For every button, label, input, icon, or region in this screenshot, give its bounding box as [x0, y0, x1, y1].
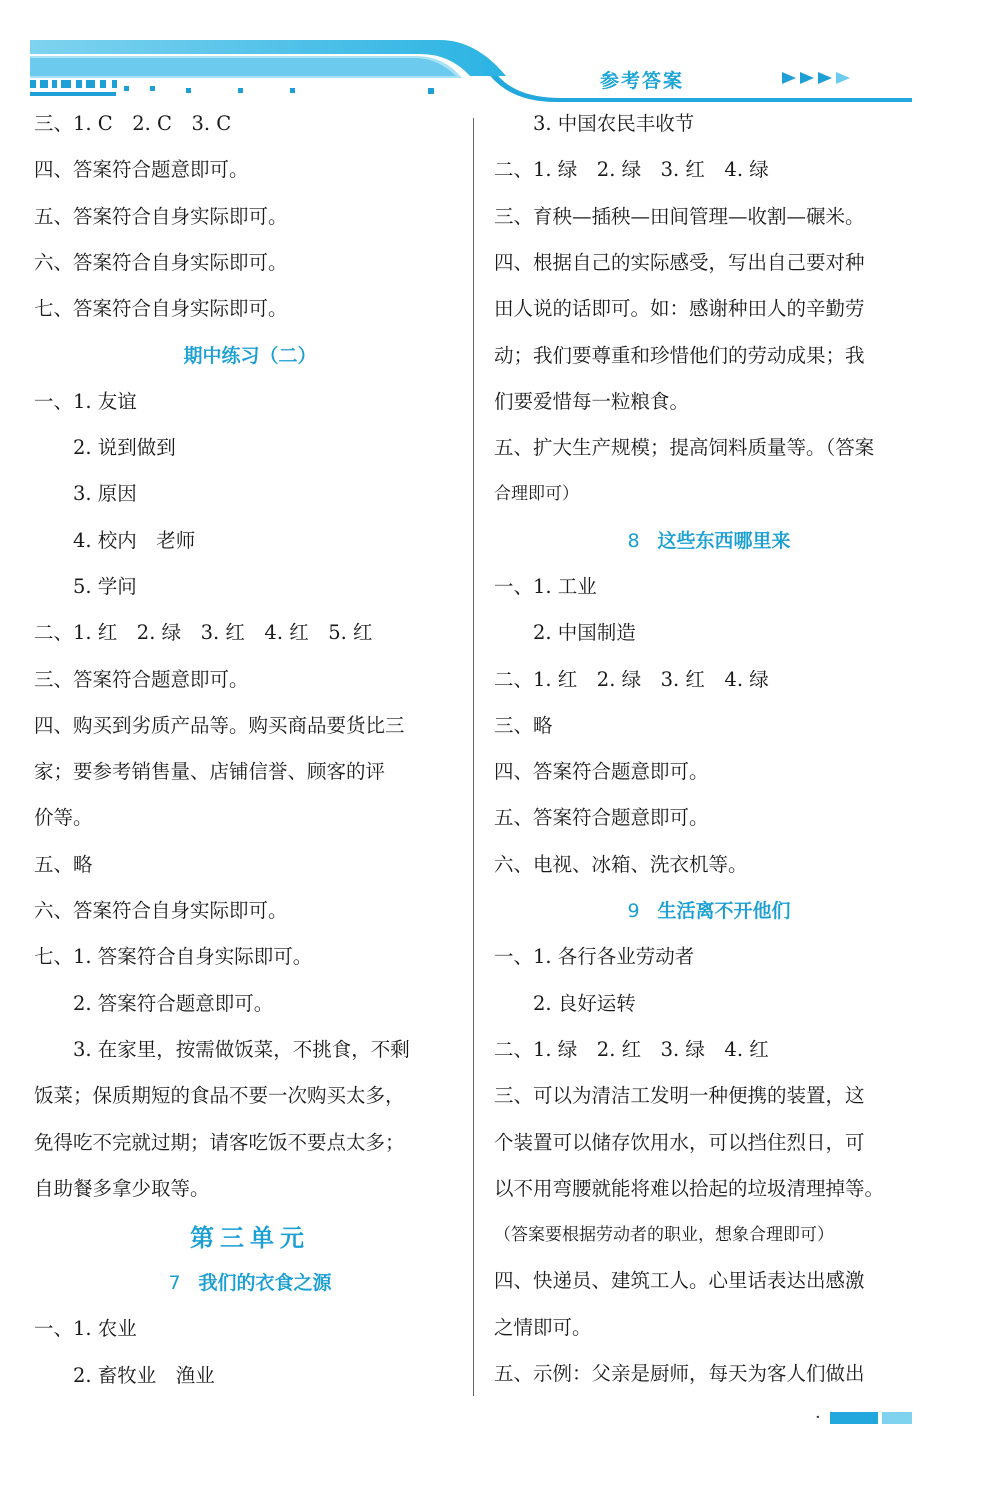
section-title: 我们的衣食之源 [198, 1272, 332, 1294]
answer-line: 一、1. 各行各业劳动者 [494, 945, 695, 968]
section-title: 生活离不开他们 [657, 900, 791, 922]
answer-line: 三、可以为清洁工发明一种便携的装置，这 [494, 1084, 865, 1107]
answer-line: 七、1. 答案符合自身实际即可。 [34, 945, 313, 968]
section-number: 9 [627, 900, 640, 922]
answer-line: 以不用弯腰就能将难以拾起的垃圾清理掉等。 [494, 1177, 885, 1200]
answer-line: 3. 原因 [34, 482, 137, 505]
section-heading: 期中练习（二） [183, 345, 317, 367]
answer-line: 六、答案符合自身实际即可。 [34, 899, 288, 922]
answer-line: 五、扩大生产规模；提高饲料质量等。（答案 [494, 436, 875, 459]
answer-line: 们要爱惜每一粒粮食。 [494, 390, 690, 413]
answer-line: 2. 畜牧业 渔业 [34, 1364, 215, 1387]
answer-line: 2. 中国制造 [494, 621, 636, 644]
answer-line: 四、购买到劣质产品等。购买商品要货比三 [34, 714, 405, 737]
answer-line: 六、电视、冰箱、洗衣机等。 [494, 853, 748, 876]
answer-line: 三、育秧—插秧—田间管理—收割—碾米。 [494, 205, 865, 228]
header-title: 参考答案 [600, 70, 685, 92]
answer-line: 三、略 [494, 714, 553, 737]
answer-line: 自助餐多拿少取等。 [34, 1177, 210, 1200]
section-heading: 第三单元 [190, 1224, 310, 1252]
answer-line: 三、1. C 2. C 3. C [34, 112, 232, 135]
answer-line: 之情即可。 [494, 1316, 592, 1339]
section-heading [494, 527, 924, 555]
answer-line: 5. 学问 [34, 575, 137, 598]
answer-line: 3. 在家里，按需做饭菜，不挑食，不剩 [34, 1038, 410, 1061]
answer-line: 个装置可以储存饮用水，可以挡住烈日，可 [494, 1131, 865, 1154]
page-header [0, 0, 1000, 112]
answer-line: 田人说的话即可。如：感谢种田人的辛勤劳 [494, 297, 865, 320]
footer-bar [822, 1408, 918, 1430]
answer-line: 六、答案符合自身实际即可。 [34, 251, 288, 274]
answer-line: 七、答案符合自身实际即可。 [34, 297, 288, 320]
column-divider [473, 118, 474, 1396]
answer-line: 二、1. 红 2. 绿 3. 红 4. 绿 [494, 668, 769, 691]
answer-line: 饭菜；保质期短的食品不要一次购买太多， [34, 1084, 405, 1107]
section-title: 这些东西哪里来 [657, 530, 791, 552]
answer-line: 四、根据自己的实际感受，写出自己要对种 [494, 251, 865, 274]
section-heading [34, 1269, 466, 1297]
header-banner [0, 0, 1000, 112]
answer-line: 一、1. 友谊 [34, 390, 137, 413]
answer-line: 价等。 [34, 806, 93, 829]
answer-line: 二、1. 绿 2. 红 3. 绿 4. 红 [494, 1038, 769, 1061]
answer-line: 免得吃不完就过期；请客吃饭不要点太多； [34, 1131, 405, 1154]
answer-line: 二、1. 绿 2. 绿 3. 红 4. 绿 [494, 158, 769, 181]
answer-line: 4. 校内 老师 [34, 529, 196, 552]
answer-line: 一、1. 农业 [34, 1317, 137, 1340]
answer-line: 2. 说到做到 [34, 436, 176, 459]
answer-line: 合理即可） [494, 484, 579, 504]
answer-line: 动；我们要尊重和珍惜他们的劳动成果；我 [494, 344, 865, 367]
answer-line: 五、答案符合题意即可。 [494, 806, 709, 829]
answer-line: 五、示例：父亲是厨师，每天为客人们做出 [494, 1362, 865, 1385]
answer-line: 家；要参考销售量、店铺信誉、顾客的评 [34, 760, 386, 783]
answer-line: （答案要根据劳动者的职业，想象合理即可） [494, 1225, 834, 1245]
section-number: 8 [627, 530, 640, 552]
answer-line: 2. 答案符合题意即可。 [34, 992, 274, 1015]
answer-line: 四、答案符合题意即可。 [494, 760, 709, 783]
section-number: 7 [168, 1272, 181, 1294]
answer-line: 一、1. 工业 [494, 575, 597, 598]
answer-line: 二、1. 红 2. 绿 3. 红 4. 红 5. 红 [34, 621, 373, 644]
answer-line: 四、答案符合题意即可。 [34, 158, 249, 181]
answer-line: 三、答案符合题意即可。 [34, 668, 249, 691]
answer-line: 2. 良好运转 [494, 992, 636, 1015]
answer-line: 3. 中国农民丰收节 [494, 112, 695, 135]
answer-line: 五、答案符合自身实际即可。 [34, 205, 288, 228]
page-number-dot: · [815, 1407, 821, 1428]
answer-line: 四、快递员、建筑工人。心里话表达出感激 [494, 1269, 865, 1292]
answer-line: 五、略 [34, 853, 93, 876]
section-heading [494, 897, 924, 925]
